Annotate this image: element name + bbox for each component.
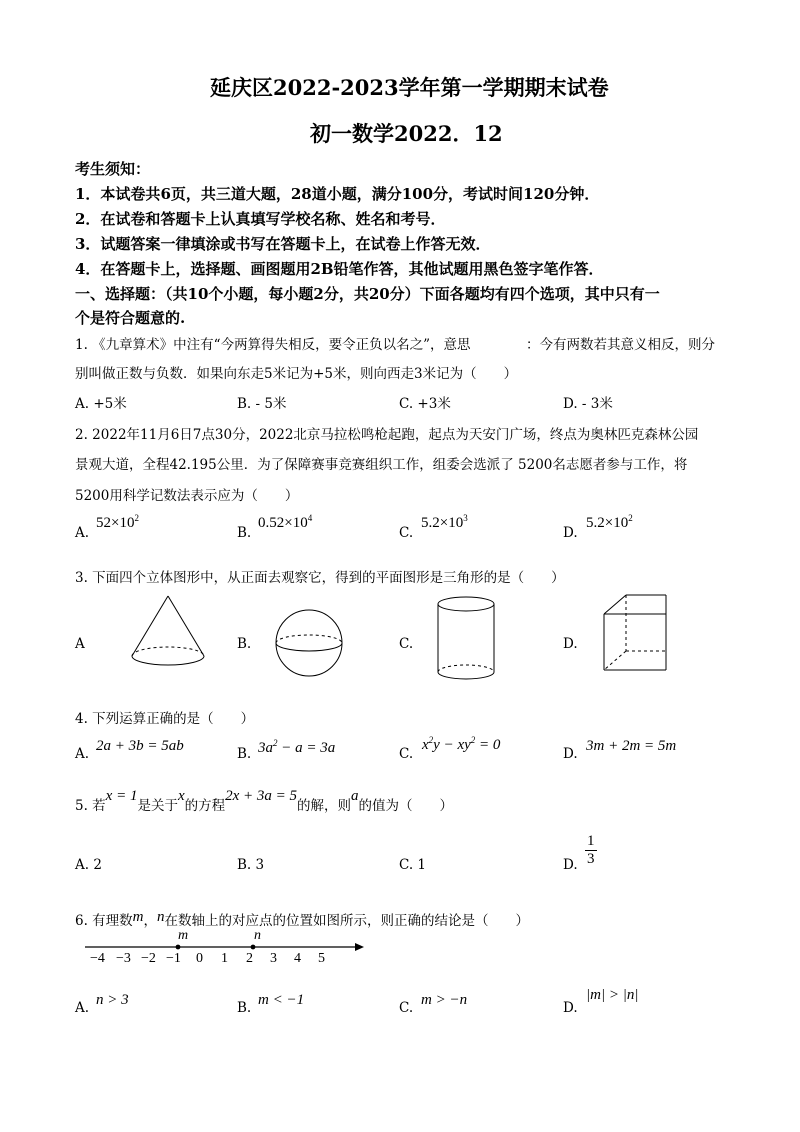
number-line-tick-neg1: −1 [166,951,181,966]
q4-option-d-letter: D. [563,746,578,762]
q6-option-a-letter: A. [75,1000,90,1016]
q4-option-c-expr [422,735,500,754]
number-line-tick-2: 2 [246,951,253,966]
q4-option-c-part3: = 0 [475,737,501,753]
q5-text-1: 5. 若 [75,798,106,814]
q5-option-b: B. 3 [237,857,265,873]
q1-option-d: D. - 3米 [563,396,613,412]
page-subtitle: 初一数学2022．12 [310,121,503,146]
notice-item-4: 4．在答题卡上，选择题、画图题用2B铅笔作答，其他试题用黑色签字笔作答． [75,260,604,278]
q5-math-1: x = 1 [105,788,138,804]
q5-option-d-denominator: 3 [587,850,595,867]
q2-option-b-expr [258,513,312,532]
q5-option-d-numerator: 1 [587,833,595,849]
number-line-tick-4: 4 [294,951,301,966]
q6-option-d-letter: D. [563,1000,578,1016]
q3-option-a-letter: A [75,636,85,652]
q5-stem [75,788,454,815]
q1-option-c: C. +3米 [399,396,451,412]
q1-line1b: ：今有两数若其意义相反，则分 [526,337,715,353]
q2-line2: 景观大道，全程42.195公里．为了保障赛事竞赛组织工作，组委会选派了 5200名志愿者参与工作，将 [75,457,688,473]
q4-option-a-expr: 2a + 3b = 5ab [96,738,184,754]
q5-text-3: 的方程 [184,798,226,814]
q5-math-2: x [177,788,185,804]
q5-option-d-letter: D. [563,857,578,873]
number-line-point-m: m [178,928,189,943]
q6-option-c-expr: m > −n [421,992,468,1008]
q6-option-a-expr: n > 3 [96,992,129,1008]
section-heading-line2: 个是符合题意的. [75,309,186,327]
number-line-tick-neg4: −4 [90,951,105,966]
notice-item-3: 3．试题答案一律填涂或书写在答题卡上，在试卷上作答无效． [75,235,491,253]
notice-item-2: 2．在试卷和答题卡上认真填写学校名称、姓名和考号． [75,210,446,228]
q2-option-b-letter: B. [237,525,252,541]
q6-math-1: m [132,909,144,925]
q1-option-b: B. - 5米 [237,396,287,412]
q2-option-d-exp: 2 [628,513,633,523]
q2-option-b-exp: 4 [307,513,313,523]
cone-icon [128,594,208,674]
notice-item-1: 1．本试卷共6页，共三道大题，28道小题，满分100分，考试时间120分钟． [75,185,600,203]
q4-option-a-letter: A. [75,746,90,762]
q2-option-d-base: 5.2×10 [586,515,629,531]
number-line-tick-neg2: −2 [141,951,156,966]
q4-option-b-part2: − a = 3a [277,740,336,756]
q5-text-4: 的解，则 [297,798,352,814]
q5-text-2: 是关于 [137,798,178,814]
number-line-point-n: n [254,928,261,943]
q5-option-c: C. 1 [399,857,427,873]
q5-math-3: 2x + 3a = 5 [225,788,298,804]
section-heading-line1: 一、选择题：（共10个小题，每小题2分，共20分）下面各题均有四个选项，其中只有一 [75,285,660,303]
q2-option-a-expr [96,513,139,532]
notice-heading: 考生须知： [75,160,151,178]
q4-stem: 4. 下列运算正确的是（ ） [75,711,255,727]
page-title: 延庆区2022-2023学年第一学期期末试卷 [210,75,609,100]
q5-option-d-fraction [585,833,597,867]
q2-line1: 2. 2022年11月6日7点30分，2022北京马拉松鸣枪起跑，起点为天安门广场，终点为奥林匹克森林公园 [75,427,699,443]
q4-option-c-letter: C. [399,746,414,762]
q2-option-c-base: 5.2×10 [421,515,464,531]
q2-option-c-expr [421,513,468,532]
q2-option-c-letter: C. [399,525,414,541]
q2-option-d-letter: D. [563,525,578,541]
q3-option-c-letter: C. [399,636,414,652]
q4-option-b-exp: 2 [273,738,278,748]
q6-math-2: n [157,909,165,925]
q4-option-c-part2: y − xy [433,737,471,753]
q4-option-c-part1: x [422,737,429,753]
q4-option-c-exp2: 2 [470,735,476,745]
q2-option-a-letter: A. [75,525,90,541]
q6-text-2: ， [143,913,158,929]
number-line-tick-5: 5 [318,951,325,966]
q4-option-c-exp1: 2 [428,735,434,745]
q5-option-a: A. 2 [75,857,102,873]
q2-option-b-base: 0.52×10 [258,515,308,531]
triangular-prism-icon [600,592,670,672]
q5-math-4: a [351,788,359,804]
number-line-tick-neg3: −3 [116,951,131,966]
q3-option-d-letter: D. [563,636,578,652]
q3-stem: 3. 下面四个立体图形中，从正面去观察它，得到的平面图形是三角形的是（ ） [75,570,565,586]
number-line-tick-1: 1 [221,951,228,966]
number-line-tick-3: 3 [270,951,277,966]
q2-line3: 5200用科学记数法表示应为（ ） [75,488,299,504]
q3-option-b-letter: B. [237,636,252,652]
cylinder-icon [436,596,496,682]
q6-option-d-expr: |m| > |n| [586,987,639,1003]
q6-text-1: 6. 有理数 [75,913,133,929]
q4-option-b-expr [258,738,335,757]
q1-line1a: 1. 《九章算术》中注有“今两算得失相反，要令正负以名之”，意思 [75,337,471,353]
q2-option-d-expr [586,513,633,532]
q6-option-b-letter: B. [237,1000,252,1016]
number-line-tick-0: 0 [196,951,203,966]
q2-option-c-exp: 3 [463,513,468,523]
q2-option-a-base: 52×10 [96,515,135,531]
q5-text-5: 的值为（ ） [358,798,454,814]
q6-option-b-expr: m < −1 [258,992,305,1008]
q6-option-c-letter: C. [399,1000,414,1016]
q4-option-b-part1: 3a [258,740,273,756]
q4-option-d-expr: 3m + 2m = 5m [586,738,677,754]
q6-stem [75,909,529,930]
sphere-icon [274,608,344,678]
q6-text-3: 在数轴上的对应点的位置如图所示，则正确的结论是（ ） [164,913,530,929]
q2-option-a-exp: 2 [134,513,139,523]
q1-option-a: A. +5米 [75,396,127,412]
q1-line2: 别叫做正数与负数．如果向东走5米记为+5米，则向西走3米记为（ ） [75,366,518,382]
q4-option-b-letter: B. [237,746,252,762]
